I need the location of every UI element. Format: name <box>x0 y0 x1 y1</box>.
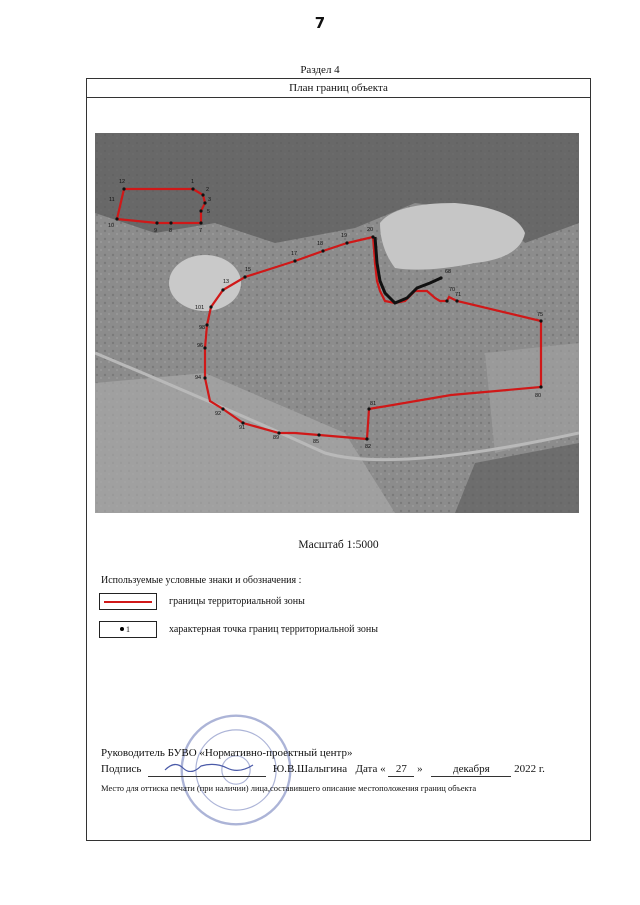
svg-text:9: 9 <box>154 228 158 234</box>
map-scale: Масштаб 1:5000 <box>298 539 379 551</box>
svg-text:19: 19 <box>341 233 348 239</box>
svg-text:85: 85 <box>313 439 320 445</box>
boundary-map <box>95 133 579 513</box>
svg-text:71: 71 <box>455 292 462 298</box>
signature-field <box>148 760 266 777</box>
svg-text:98: 98 <box>199 325 206 331</box>
svg-text:11: 11 <box>109 197 115 203</box>
svg-text:5: 5 <box>207 209 211 215</box>
svg-text:12: 12 <box>119 179 126 185</box>
svg-text:101: 101 <box>195 305 205 311</box>
svg-text:80: 80 <box>535 393 542 399</box>
svg-text:3: 3 <box>208 197 212 203</box>
legend-label: границы территориальной зоны <box>169 595 305 607</box>
svg-text:75: 75 <box>537 312 544 318</box>
date-sep: » <box>417 763 423 775</box>
signer-name: Ю.В.Шалыгина <box>272 763 348 775</box>
document-frame <box>86 78 591 841</box>
svg-text:13: 13 <box>223 279 230 285</box>
legend-label: характерная точка границ территориальной зоны <box>169 623 378 635</box>
point-icon <box>120 627 124 631</box>
page-number: 7 <box>314 14 326 32</box>
legend-title: Используемые условные знаки и обозначения : <box>101 575 302 586</box>
svg-text:96: 96 <box>197 343 204 349</box>
section-title: Раздел 4 <box>300 64 340 76</box>
date-label: Дата « <box>355 763 386 775</box>
svg-text:10: 10 <box>108 223 115 229</box>
legend-point-marker-label: 1 <box>126 624 130 634</box>
svg-text:81: 81 <box>370 401 377 407</box>
signature-block <box>101 747 581 795</box>
svg-text:94: 94 <box>195 375 202 381</box>
date-month: декабря <box>431 763 511 777</box>
svg-text:1: 1 <box>191 179 195 185</box>
signature-line <box>101 760 581 777</box>
signer-title: Руководитель БУВО «Нормативно-проектный центр» <box>101 747 353 759</box>
legend-line-symbol <box>99 593 157 610</box>
frame-header: План границ объекта <box>87 79 590 98</box>
date-year: 2022 г. <box>514 763 545 775</box>
svg-text:92: 92 <box>215 411 222 417</box>
svg-text:7: 7 <box>199 228 203 234</box>
svg-text:68: 68 <box>445 269 452 275</box>
sign-label: Подпись <box>101 763 142 775</box>
svg-text:2: 2 <box>206 187 210 193</box>
stamp-place-note: Место для оттиска печати (при наличии) лица,составившего описание местоположения границ объекта <box>101 783 477 793</box>
svg-text:89: 89 <box>273 435 280 441</box>
legend-item-point <box>99 619 378 639</box>
svg-text:82: 82 <box>365 444 372 450</box>
svg-text:8: 8 <box>169 228 173 234</box>
svg-text:17: 17 <box>291 251 298 257</box>
svg-text:20: 20 <box>367 227 374 233</box>
svg-text:15: 15 <box>245 267 252 273</box>
handwritten-signature <box>157 760 257 772</box>
svg-text:91: 91 <box>239 425 246 431</box>
pond-west <box>169 255 241 311</box>
svg-text:18: 18 <box>317 241 324 247</box>
legend-point-symbol <box>99 621 157 638</box>
date-day: 27 <box>388 763 414 777</box>
svg-text:70: 70 <box>449 287 456 293</box>
legend-item-boundary <box>99 591 305 611</box>
